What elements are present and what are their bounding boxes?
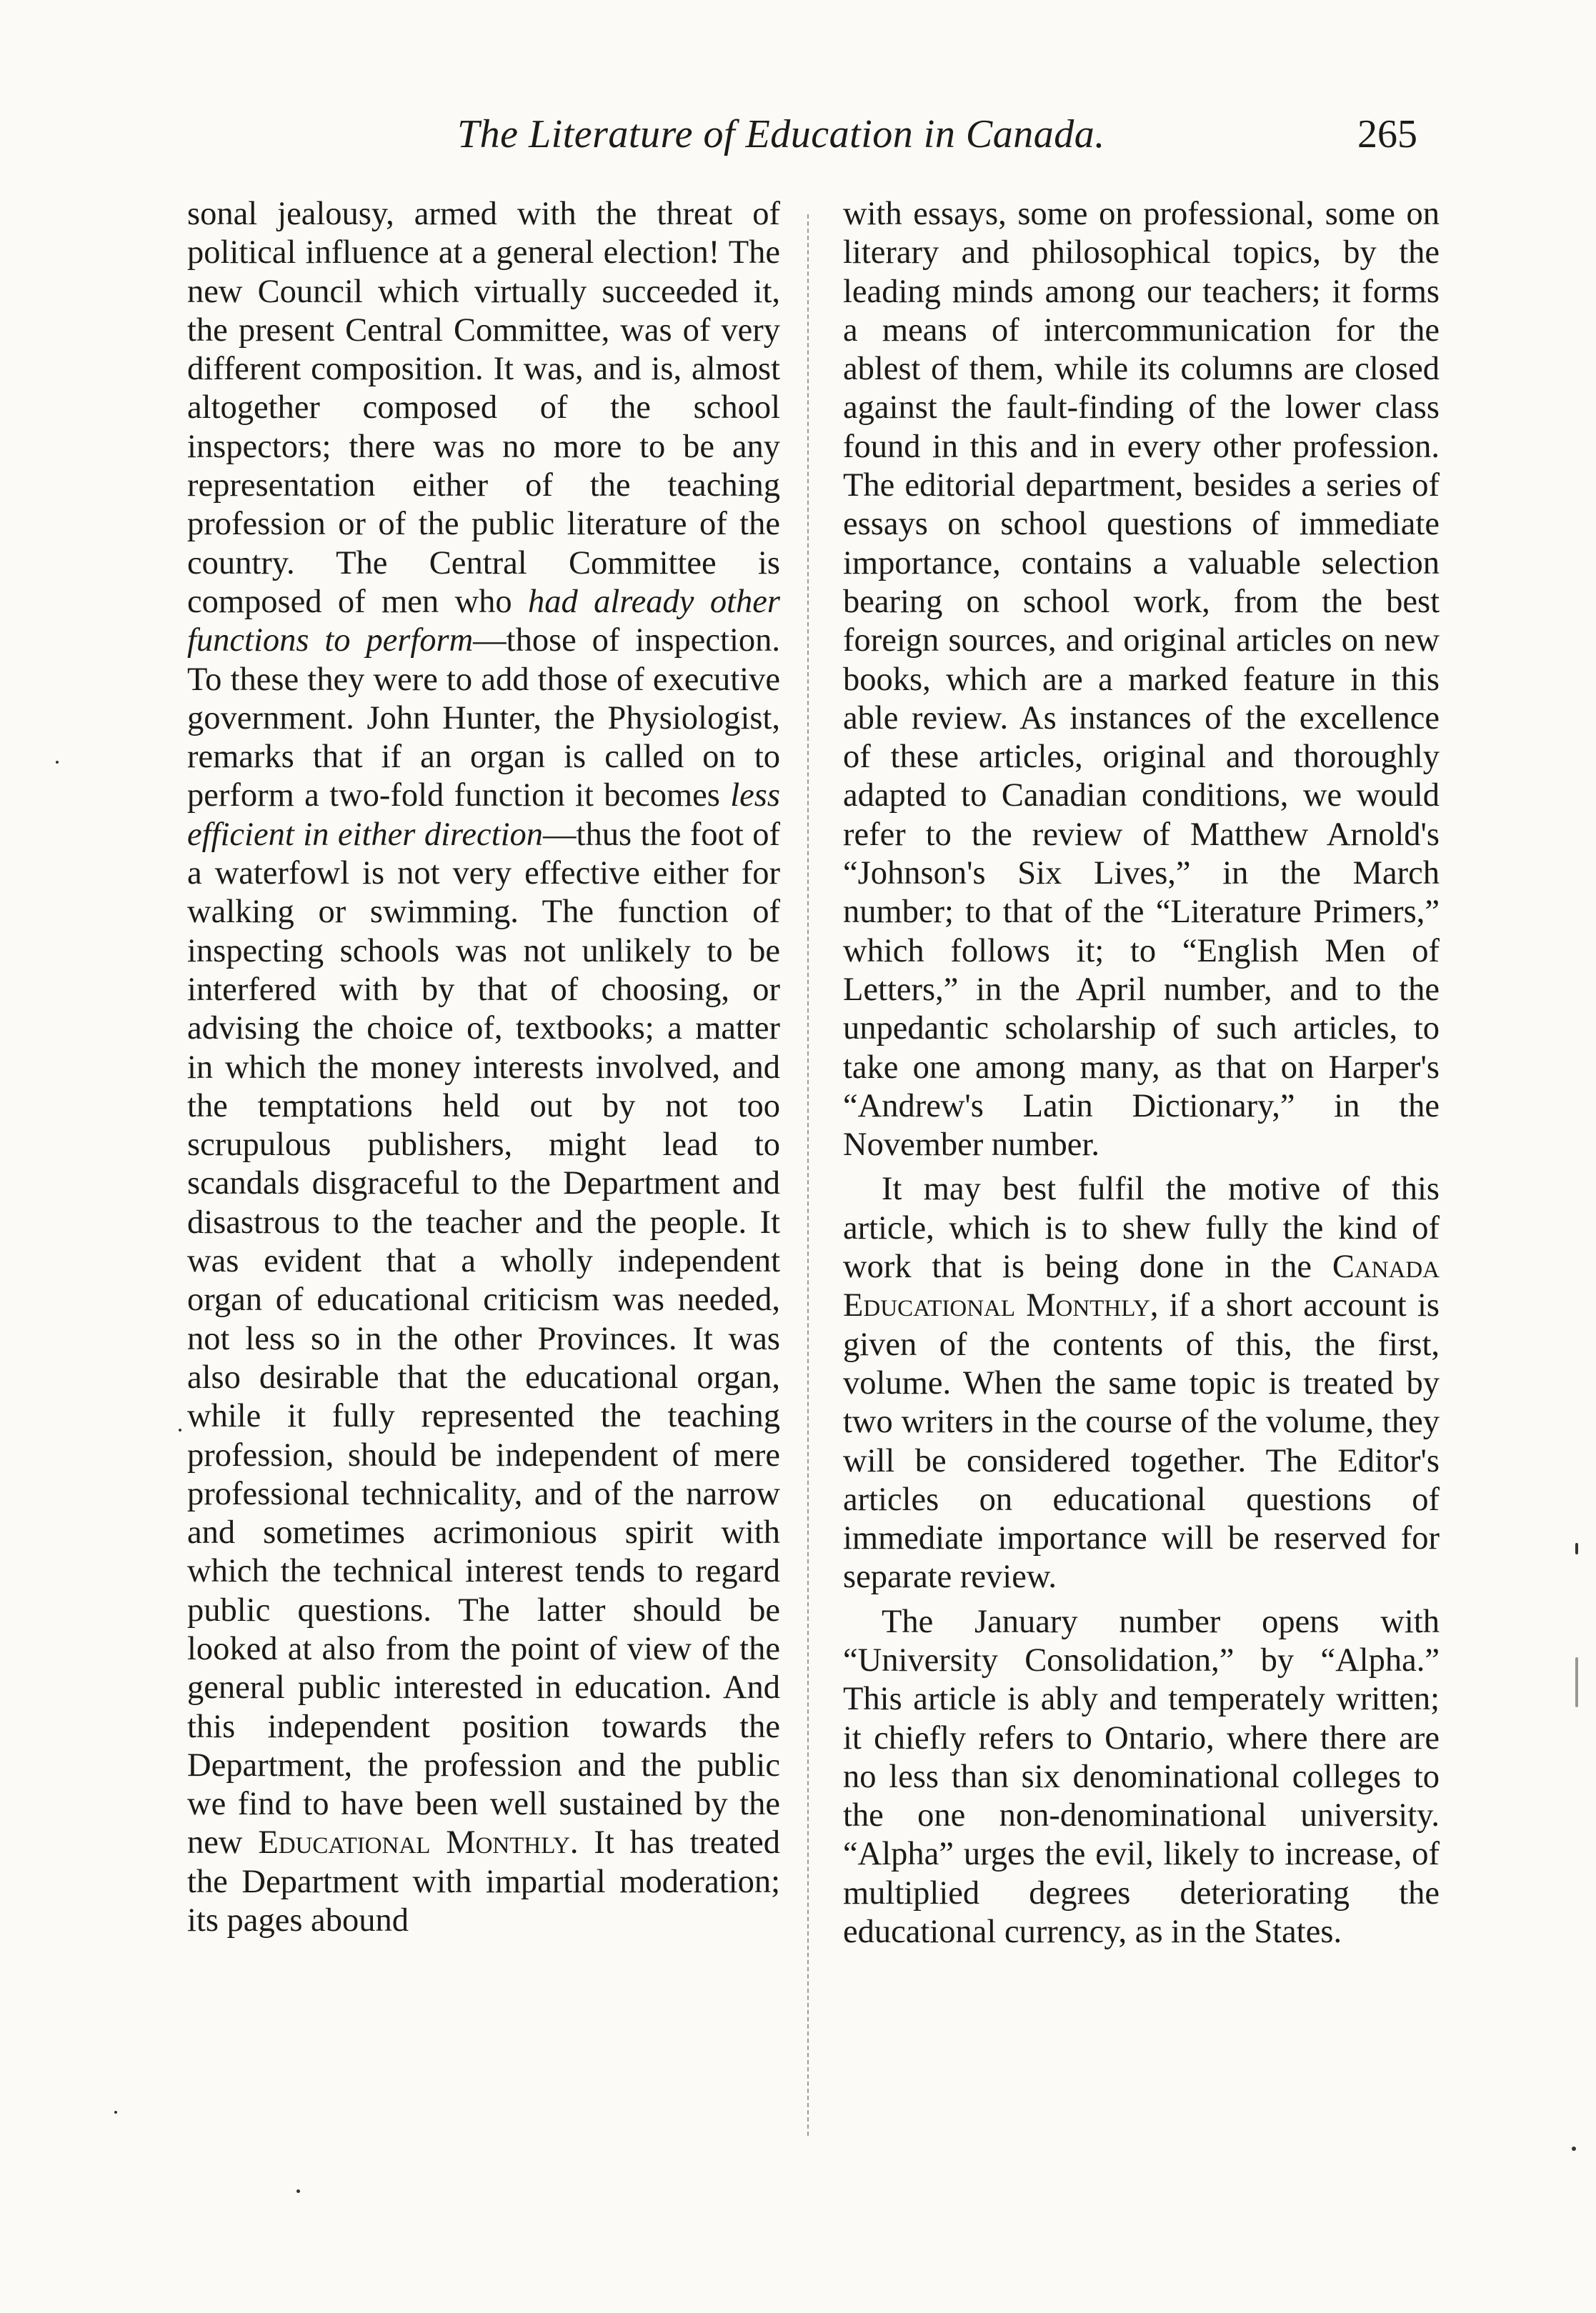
page-number: 265 <box>1357 112 1417 156</box>
left-column <box>187 195 780 1940</box>
column-divider <box>807 214 809 2136</box>
running-title: The Literature of Education in Canada. <box>457 112 1105 156</box>
text-run: —thus the foot of a waterfowl is not very effective either for walking or swimming. The function of inspecting schools was not unlikely to be interfered with by that of choosing, or advising the choice of, textbooks; a matter in which the money interests involved, and the temptations held out by not too scrupulous publishers, might lead to scandals disgraceful to the Department and disastrous to the teacher and the people. It was evident that a wholly independent organ of educational criticism was needed, not less so in the other Provinces. It was also desirable that the educational organ, while it fully represented the teaching profession, should be independent of mere professional technicality, and of the narrow and sometimes acrimonious spirit with which the technical interest tends to regard public questions. The latter should be looked at also from the point of view of the general public interested in education. And this independent position towards the Department, the profession and the public we find to have been well sustained by the new <box>187 816 780 1862</box>
text-run: . It has treated the Department with impartial moderation; its pages abound <box>187 1824 780 1939</box>
scan-speck <box>179 1429 181 1432</box>
right-paragraph-3: The January number opens with “University Consolidation,” by “Alpha.” This article is ably and temperately written; it chiefly refers to Ontario, where there are no less than six denominational colleges to the one non-denominational university. “Alpha” urges the evil, likely to increase, of multiplied degrees deteriorating the educational currency, as in the States. <box>843 1603 1440 1951</box>
running-header <box>0 107 1596 164</box>
text-run: sonal jealousy, armed with the threat of political influence at a general election! The new Council which virtually succeeded it, the present Central Committee, was of very different composition. It was, and is, almost altogether composed of the school inspectors; there was no more to be any representation either of the teaching profession or of the public literature of the country. The Central Committee is composed of men who <box>187 196 780 620</box>
left-paragraph-1 <box>187 195 780 1940</box>
scan-speck <box>1572 2147 1576 2151</box>
right-paragraph-1: with essays, some on professional, some on literary and philosophical topics, by the leading minds among our teachers; it forms a means of intercommunication for the ablest of them, while its columns are closed against the fault-finding of the lower class found in this and in every other profession. The editorial department, besides a series of essays on school questions of immediate importance, contains a valuable selection bearing on school work, from the best foreign sources, and original articles on new books, which are a marked feature in this able review. As instances of the excellence of these articles, original and thoroughly adapted to Canadian conditions, we would refer to the review of Matthew Arnold's “Johnson's Six Lives,” in the March number; to that of the “Literature Primers,” which follows it; to “English Men of Letters,” in the April number, and to the unpedantic scholarship of such articles, to take one among many, as that on Harper's “Andrew's Latin Dictionary,” in the November number. <box>843 196 1440 1164</box>
text-run: , if a short account is given of the contents of this, the first, volume. When the same topic is treated by two writers in the course of the volume, they will be considered together. The Editor's articles on educational questions of immediate importance will be reserved for separate review. <box>843 1287 1440 1596</box>
scan-speck <box>1575 1543 1578 1554</box>
scan-speck <box>296 2189 300 2193</box>
italic-phrase: had already other functions to perform <box>187 583 780 659</box>
scan-speck <box>114 2111 117 2114</box>
text-run: It may best fulfil the motive of this article, which is to shew fully the kind of work that is being done in the <box>843 1171 1440 1286</box>
scan-speck <box>56 761 59 764</box>
italic-phrase: less efficient in either direction <box>187 777 780 853</box>
journal-name: Canada Educational Monthly <box>843 1249 1440 1324</box>
right-paragraph-2 <box>843 1170 1440 1597</box>
journal-name: Educational Monthly <box>258 1824 570 1862</box>
right-column <box>843 195 1440 1952</box>
scan-speck <box>1575 1657 1578 1707</box>
text-run: —those of inspection. To these they were to add those of executive government. John Hunter, the Physiologist, remarks that if an organ is called on to perform a two-fold function it becomes <box>187 622 780 814</box>
